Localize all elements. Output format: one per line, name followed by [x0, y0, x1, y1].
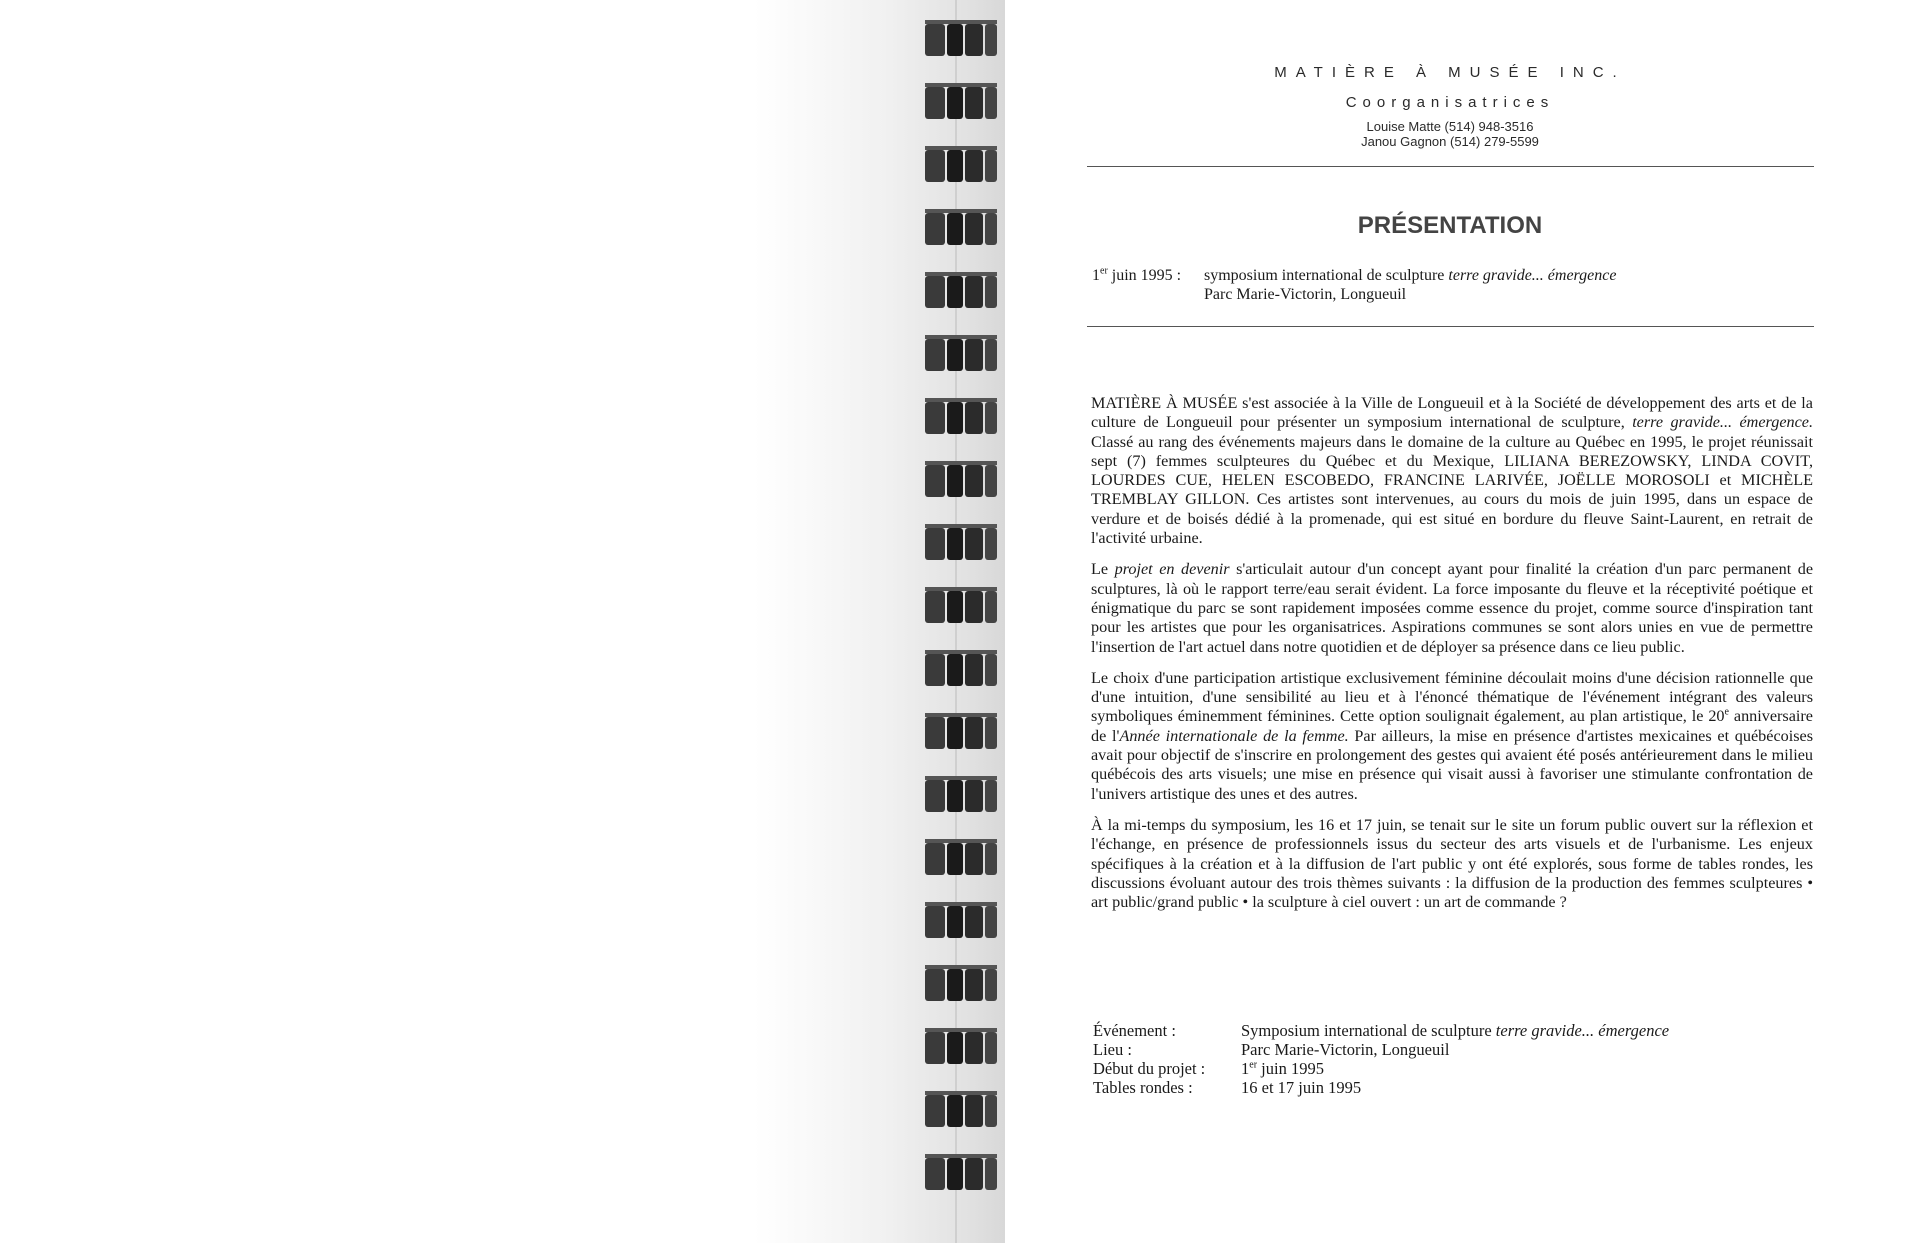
binding-ring — [925, 335, 997, 375]
event-location: Parc Marie-Victorin, Longueuil — [1204, 286, 1407, 303]
organizers-heading: Coorganisatrices — [1345, 94, 1555, 111]
fact-tables-label: Tables rondes : — [1093, 1078, 1193, 1097]
binding-ring — [925, 713, 997, 753]
binding-ring — [925, 587, 997, 627]
binding-ring — [925, 209, 997, 249]
binding-ring — [925, 146, 997, 186]
event-date: 1er juin 1995 : — [1092, 265, 1182, 284]
binding-ring — [925, 839, 997, 879]
fact-event-value: Symposium international de sculpture terre gravide... émergence — [1241, 1021, 1670, 1040]
fact-event-label: Événement : — [1093, 1021, 1176, 1040]
binding-ring — [925, 20, 997, 60]
binding-ring — [925, 524, 997, 564]
page-title: PRÉSENTATION — [1357, 212, 1543, 239]
binding-ring — [925, 461, 997, 501]
spiral-binding — [925, 20, 997, 1220]
paragraph-2: Le projet en devenir s'articulait autour d'un concept ayant pour finalité la création d'un parc permanent de sculptures, là où le rapport terre/eau serait évident. La force imposante du fleuve et la réceptivité poétique et énigmatique du parc se sont rapidement imposées comme essence du projet, comme source d'inspiration tant pour les artistes que pour les organisatrices. Aspirations communes se sont alors unies en vue de permettre l'insertion de l'art actuel dans notre quotidien et de déployer sa présence dans ce lieu public. — [1091, 560, 1814, 656]
binding-ring — [925, 83, 997, 123]
binding-ring — [925, 272, 997, 312]
paragraph-4: À la mi-temps du symposium, les 16 et 17 juin, se tenait sur le site un forum public ouvert sur la réflexion et l'échange, en présence de professionnels issus du secteur des arts visuels et de l'urbanisme. Les enjeux spécifiques à la création et à la diffusion de l'art public y ont été explorés, sous forme de tables rondes, les discussions évoluant autour des trois thèmes suivants : la diffusion de la production des femmes sculpteures • art public/grand public • la sculpture à ciel ouvert : un art de commande ? — [1091, 815, 1813, 912]
paragraph-3: Le choix d'une participation artistique exclusivement féminine découlait moins d'une décision rationnelle que d'une intuition, d'une sensibilité au lieu et à l'énoncé thématique de l'événement intégrant des valeurs symboliques éminemment féminines. Cette option soulignait également, au plan artistique, le 20e anniversaire de l'Année internationale de la femme. Par ailleurs, la mise en présence d'artistes mexicaines et québécoises avait pour objectif de s'inscrire en prolongement des gestes qui avaient été posés antérieurement dans le milieu québécois des arts visuels; une mise en présence qui visait aussi à favoriser une stimulante confrontation de l'univers artistique des unes et des autres. — [1091, 668, 1814, 803]
fact-place-value: Parc Marie-Victorin, Longueuil — [1241, 1040, 1450, 1059]
binding-ring — [925, 1028, 997, 1068]
event-description: symposium international de sculpture terre gravide... émergence Parc Marie-Victorin, Longueuil — [1204, 267, 1617, 303]
binding-ring — [925, 1154, 997, 1194]
contact-janou-gagnon: Janou Gagnon (514) 279-5599 — [1361, 134, 1539, 149]
binding-ring — [925, 776, 997, 816]
fact-start-value: 1er juin 1995 — [1241, 1059, 1324, 1078]
paragraph-1: MATIÈRE À MUSÉE s'est associée à la Ville de Longueuil et à la Société de développement des arts et de la culture de Longueuil pour présenter un symposium international de sculpture, terre gravide... émergence. Classé au rang des événements majeurs dans le domaine de la culture au Québec en 1995, le projet réunissait sept (7) femmes sculpteures du Québec et du Mexique, LILIANA BEREZOWSKY, LINDA COVIT, LOURDES CUE, HELEN ESCOBEDO, FRANCINE LARIVÉE, JOËLLE MOROSOLI et MICHÈLE TREMBLAY GILLON. Ces artistes sont intervenues, au cours du mois de juin 1995, dans un espace de verdure et de boisés dédié à la promenade, qui est situé en bordure du fleuve Saint-Laurent, en retrait de l'activité urbaine. — [1091, 394, 1814, 548]
divider-top — [1087, 166, 1814, 167]
binding-ring — [925, 965, 997, 1005]
binding-ring — [925, 398, 997, 438]
binding-ring — [925, 902, 997, 942]
company-name: MATIÈRE À MUSÉE INC. — [1274, 64, 1626, 81]
fact-tables-value: 16 et 17 juin 1995 — [1241, 1078, 1362, 1097]
presentation-body — [1091, 394, 1813, 924]
divider-bottom — [1087, 326, 1814, 327]
fact-place-label: Lieu : — [1093, 1040, 1132, 1059]
fact-start-label: Début du projet : — [1093, 1059, 1206, 1078]
contact-louise-matte: Louise Matte (514) 948-3516 — [1366, 119, 1534, 134]
binding-ring — [925, 650, 997, 690]
binding-ring — [925, 1091, 997, 1131]
